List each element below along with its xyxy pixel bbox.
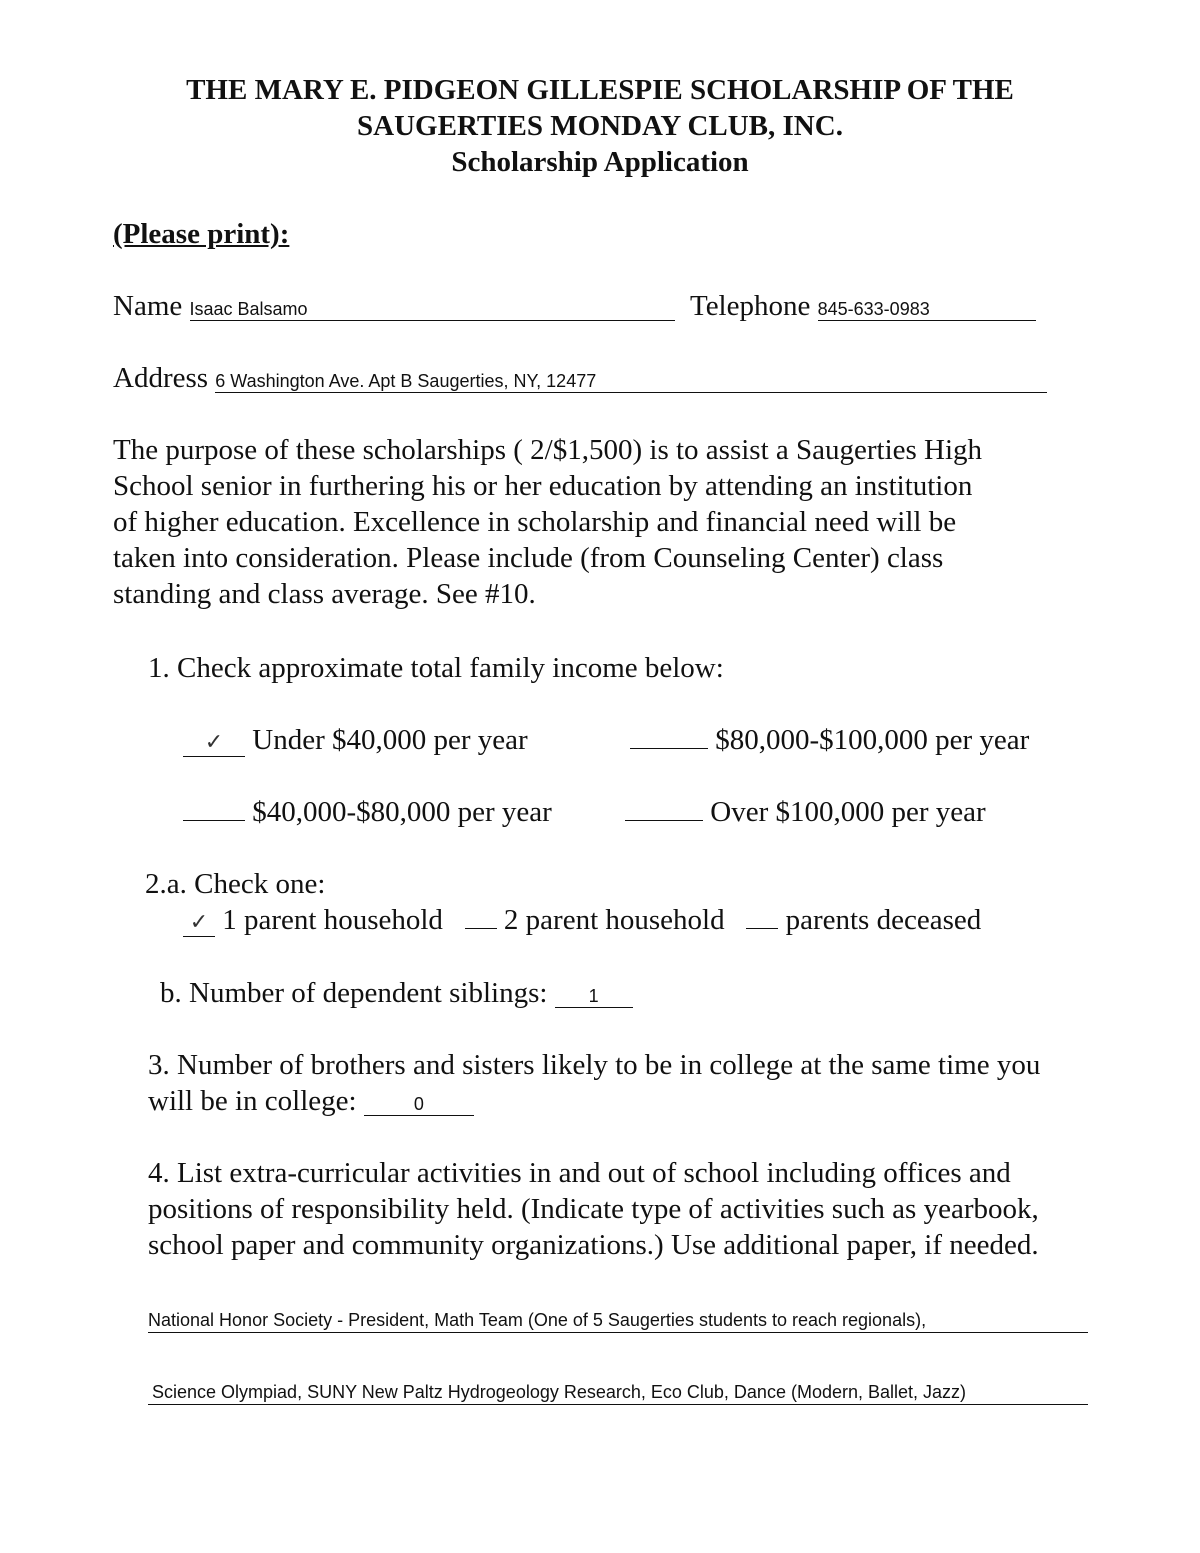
income-80k-100k-label: $80,000-$100,000 per year	[715, 724, 1030, 756]
q4-prompt-line-3: school paper and community organizations.) Use additional paper, if needed.	[148, 1229, 1039, 1261]
please-print-instruction: (Please print):	[113, 218, 290, 250]
income-option-under-40k	[183, 722, 528, 758]
income-under-40k-label: Under $40,000 per year	[252, 724, 528, 756]
address-row	[113, 360, 1047, 396]
telephone-field[interactable]: 845-633-0983	[818, 298, 1036, 321]
name-label: Name	[113, 290, 183, 322]
income-40k-80k-checkbox[interactable]	[183, 794, 245, 821]
q3-row	[148, 1083, 474, 1119]
q2b-prompt: b. Number of dependent siblings:	[160, 977, 548, 1009]
q4-prompt-line-1: 4. List extra-curricular activities in and out of school including offices and	[148, 1157, 1011, 1189]
two-parent-label: 2 parent household	[503, 904, 725, 936]
income-option-over-100k	[625, 794, 986, 830]
name-row	[113, 288, 675, 324]
income-40k-80k-label: $40,000-$80,000 per year	[252, 796, 552, 828]
telephone-label: Telephone	[690, 290, 811, 322]
address-label: Address	[113, 362, 209, 394]
q2a-prompt: 2.a. Check one:	[145, 868, 326, 900]
title-line-2: SAUGERTIES MONDAY CLUB, INC.	[357, 110, 843, 142]
one-parent-checkbox[interactable]	[183, 910, 215, 937]
q3-prompt-line-2: will be in college:	[148, 1085, 357, 1117]
income-option-40k-80k	[183, 794, 552, 830]
telephone-row	[690, 288, 1036, 324]
q2b-row	[160, 975, 633, 1011]
purpose-line-3: of higher education. Excellence in scholarship and financial need will be	[113, 506, 957, 538]
parents-deceased-checkbox[interactable]	[746, 902, 778, 929]
q4-prompt-line-2: positions of responsibility held. (Indicate type of activities such as yearbook,	[148, 1193, 1039, 1225]
two-parent-checkbox[interactable]	[465, 902, 497, 929]
purpose-paragraph	[113, 432, 1073, 612]
q1-prompt: 1. Check approximate total family income below:	[148, 652, 724, 684]
address-field[interactable]: 6 Washington Ave. Apt B Saugerties, NY, 12477	[215, 370, 1047, 393]
income-over-100k-label: Over $100,000 per year	[710, 796, 986, 828]
purpose-line-1: The purpose of these scholarships ( 2/$1,500) is to assist a Saugerties High	[113, 434, 983, 466]
purpose-line-5: standing and class average. See #10.	[113, 578, 536, 610]
check-mark-icon: ✓	[189, 910, 209, 935]
parents-deceased-label: parents deceased	[785, 904, 982, 936]
income-under-40k-checkbox[interactable]	[183, 730, 245, 757]
income-option-80k-100k	[630, 722, 1029, 758]
purpose-line-4: taken into consideration. Please include (from Counseling Center) class	[113, 542, 944, 574]
siblings-in-college-field[interactable]: 0	[364, 1093, 474, 1116]
title-line-1: THE MARY E. PIDGEON GILLESPIE SCHOLARSHIP OF THE	[186, 74, 1014, 106]
q3-prompt-line-1: 3. Number of brothers and sisters likely to be in college at the same time you	[148, 1049, 1041, 1081]
name-field[interactable]: Isaac Balsamo	[190, 298, 675, 321]
purpose-line-2: School senior in furthering his or her education by attending an institution	[113, 470, 973, 502]
one-parent-label: 1 parent household	[222, 904, 443, 936]
dependent-siblings-field[interactable]: 1	[555, 985, 633, 1008]
subtitle: Scholarship Application	[451, 146, 749, 178]
income-80k-100k-checkbox[interactable]	[630, 722, 708, 749]
check-mark-icon: ✓	[204, 730, 224, 755]
activities-answer-line-2[interactable]: Science Olympiad, SUNY New Paltz Hydrogeology Research, Eco Club, Dance (Modern, Ballet, Jazz)	[148, 1380, 1088, 1405]
household-options-row	[183, 902, 981, 938]
income-over-100k-checkbox[interactable]	[625, 794, 703, 821]
activities-answer-line-1[interactable]: National Honor Society - President, Math Team (One of 5 Saugerties students to reach regionals),	[148, 1308, 1088, 1333]
